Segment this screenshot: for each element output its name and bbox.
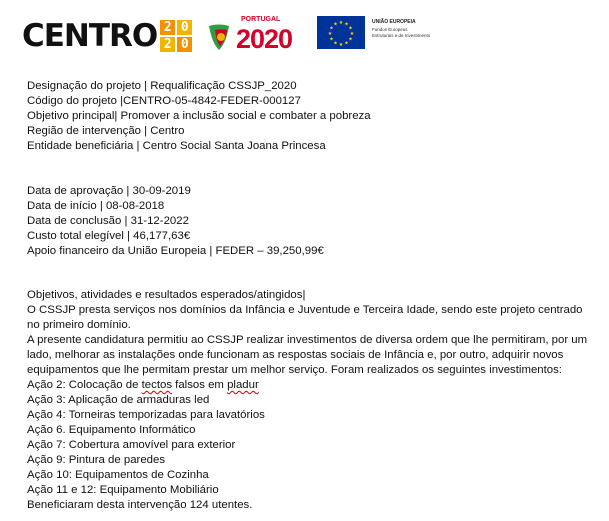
- project-entity: Entidade beneficiária | Centro Social Santa Joana Princesa: [27, 140, 326, 152]
- spellcheck-word: pladur: [227, 379, 259, 391]
- project-region: Região de intervenção | Centro: [27, 125, 185, 137]
- project-designation: Designação do projeto | Requalificação CSSJP_2020: [27, 80, 297, 92]
- svg-text:★: ★: [329, 25, 334, 32]
- svg-text:★: ★: [338, 42, 344, 48]
- action-item: Ação 6. Equipamento Informático: [27, 424, 196, 436]
- portugal-year: 2020: [236, 24, 293, 54]
- eu-flag-icon: [317, 16, 365, 49]
- centro-digit: 2: [160, 20, 175, 35]
- centro-2020-logo: [22, 18, 192, 54]
- centro-2020-digits: [160, 20, 192, 52]
- end-date: Data de conclusão | 31-12-2022: [27, 215, 189, 227]
- objectives-paragraph-1: O CSSJP presta serviços nos domínios da Infância e Juventude e Terceira Idade, sendo este projeto centrado no primeiro domínio.: [27, 304, 583, 331]
- svg-text:★: ★: [348, 25, 353, 32]
- approval-date: Data de aprovação | 30-09-2019: [27, 185, 191, 197]
- project-objective: Objetivo principal| Promover a inclusão social e combater a pobreza: [27, 110, 371, 122]
- action-item: Ação 10: Equipamentos de Cozinha: [27, 469, 209, 481]
- project-code: Código do projeto |CENTRO-05-4842-FEDER-000127: [27, 95, 301, 107]
- svg-text:★: ★: [348, 36, 353, 43]
- eu-subtitle-line: Estruturais e de Investimento: [372, 33, 431, 38]
- start-date: Data de início | 08-08-2018: [27, 200, 165, 212]
- action-item: Ação 4: Torneiras temporizadas para lavatórios: [27, 409, 265, 421]
- logo-bar: [22, 14, 599, 58]
- eu-title: UNIÃO EUROPEIA: [372, 19, 416, 25]
- svg-text:★: ★: [329, 36, 334, 43]
- svg-text:★: ★: [327, 31, 333, 37]
- svg-text:★: ★: [344, 40, 349, 47]
- svg-text:★: ★: [333, 40, 338, 47]
- action-text: Ação 2: Colocação de: [27, 379, 142, 391]
- action-item: Ação 3: Aplicação de armaduras led: [27, 394, 210, 406]
- portugal-2020-logo: [205, 16, 325, 56]
- centro-logo-text: CENTRO: [22, 18, 158, 54]
- eu-subtitle: [372, 27, 430, 39]
- eu-logo: [317, 16, 507, 54]
- spellcheck-word: tectos: [141, 379, 173, 391]
- closing-line: Beneficiaram desta intervenção 124 utentes.: [27, 499, 253, 511]
- portugal-label: PORTUGAL: [241, 16, 281, 23]
- centro-digit: 2: [160, 37, 175, 52]
- action-item: Ação 9: Pintura de paredes: [27, 454, 166, 466]
- action-item: [27, 378, 597, 393]
- action-text: falsos em: [172, 379, 228, 391]
- svg-text:★: ★: [333, 21, 338, 28]
- eu-funding: Apoio financeiro da União Europeia | FEDER – 39,250,99€: [27, 245, 324, 257]
- objectives-paragraph-2: A presente candidatura permitiu ao CSSJP realizar investimentos de diversa ordem que lhe permitiram, por um lado, melhorar as instalações onde funcionam as respostas sociais de Infância e, por outro, adquirir novos equipamentos que lhe permitam prestar um melhor serviço. Foram realizados os seguintes investimentos:: [27, 334, 588, 376]
- objectives-heading: Objetivos, atividades e resultados esperados/atingidos|: [27, 289, 306, 301]
- centro-digit: 0: [177, 37, 192, 52]
- centro-digit: 0: [177, 20, 192, 35]
- total-cost: Custo total elegível | 46,177,63€: [27, 230, 191, 242]
- eu-subtitle-line: Fundos Europeus: [372, 27, 408, 32]
- document-body: [27, 79, 597, 513]
- portugal-emblem-icon: [205, 18, 235, 54]
- svg-text:★: ★: [349, 31, 355, 37]
- svg-text:★: ★: [338, 20, 344, 26]
- action-item: Ação 11 e 12: Equipamento Mobiliário: [27, 484, 219, 496]
- svg-text:★: ★: [344, 21, 349, 28]
- action-item: Ação 7: Cobertura amovível para exterior: [27, 439, 236, 451]
